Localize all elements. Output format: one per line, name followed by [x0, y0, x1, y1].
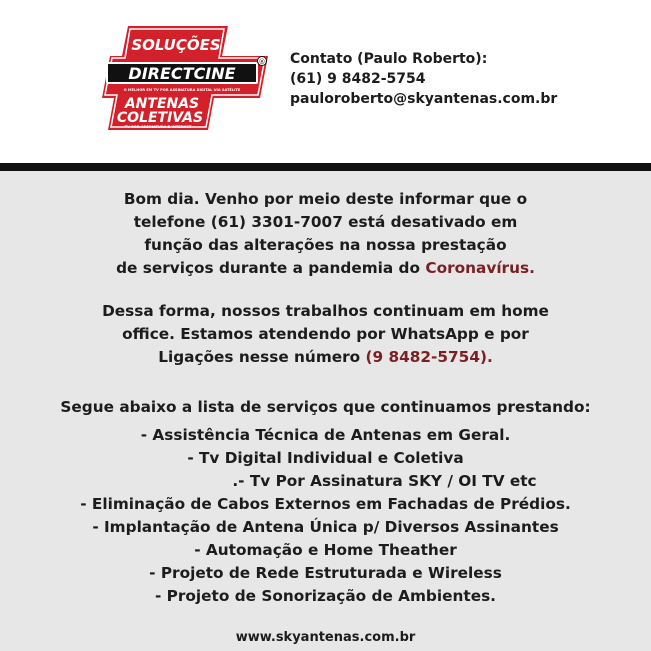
service-item: - Assistência Técnica de Antenas em Geral.: [140, 426, 511, 444]
contact-block: [290, 49, 557, 109]
logo-line1: ANTENAS: [124, 96, 200, 112]
notice-text: de serviços durante a pandemia do: [116, 259, 426, 277]
coronavirus-highlight: Coronavírus.: [425, 259, 535, 277]
notice-line: Bom dia. Venho por meio deste informar que o: [123, 190, 528, 208]
contact-email[interactable]: pauloroberto@skyantenas.com.br: [290, 91, 558, 107]
contact-phone[interactable]: (61) 9 8482-5754: [290, 71, 426, 87]
service-item: - Eliminação de Cabos Externos em Fachadas de Prédios.: [80, 495, 571, 513]
notice-line: telefone (61) 3301-7007 está desativado em: [133, 213, 518, 231]
services-intro: Segue abaixo a lista de serviços que continuamos prestando:: [60, 398, 591, 416]
header: [0, 0, 651, 163]
divider-band: [0, 163, 651, 171]
service-item: - Projeto de Rede Estruturada e Wireless: [149, 564, 502, 582]
home-office-line: Dessa forma, nossos trabalhos continuam em home: [102, 302, 549, 320]
logo-brand: DIRECTCINE: [128, 64, 236, 83]
service-item: .- Tv Por Assinatura SKY / OI TV etc: [232, 472, 537, 490]
directcine-logo: [100, 22, 270, 134]
logo-line2: COLETIVAS: [116, 110, 204, 126]
notice-line: função das alterações na nossa prestação: [144, 236, 507, 254]
home-office-line: office. Estamos atendendo por WhatsApp e por: [122, 325, 529, 343]
notice-line: [0, 257, 651, 280]
logo-tagline: O MELHOR EM TV POR ASSINATURA DIGITAL VIA SATÉLITE: [123, 88, 241, 92]
contact-label: Contato (Paulo Roberto):: [290, 51, 488, 67]
logo-registered: ®: [258, 58, 266, 66]
service-item: - Implantação de Antena Única p/ Diversos Assinantes: [92, 518, 559, 536]
service-item: - Projeto de Sonorização de Ambientes.: [154, 587, 496, 605]
home-office-line: [0, 346, 651, 369]
notice-paragraph: [0, 188, 651, 280]
service-item: - Automação e Home Theather: [194, 541, 457, 559]
phone-highlight: (9 8482-5754).: [365, 348, 493, 366]
service-item: - Tv Digital Individual e Coletiva: [187, 449, 464, 467]
home-office-paragraph: [0, 300, 651, 369]
logo-top-text: SOLUÇÕES: [131, 36, 221, 54]
home-office-text: Ligações nesse número: [158, 348, 366, 366]
website-footer[interactable]: www.skyantenas.com.br: [235, 630, 416, 645]
logo-sub: TV POR ASSINATURA E INTERNET: [124, 125, 192, 129]
services-list: [0, 424, 651, 608]
